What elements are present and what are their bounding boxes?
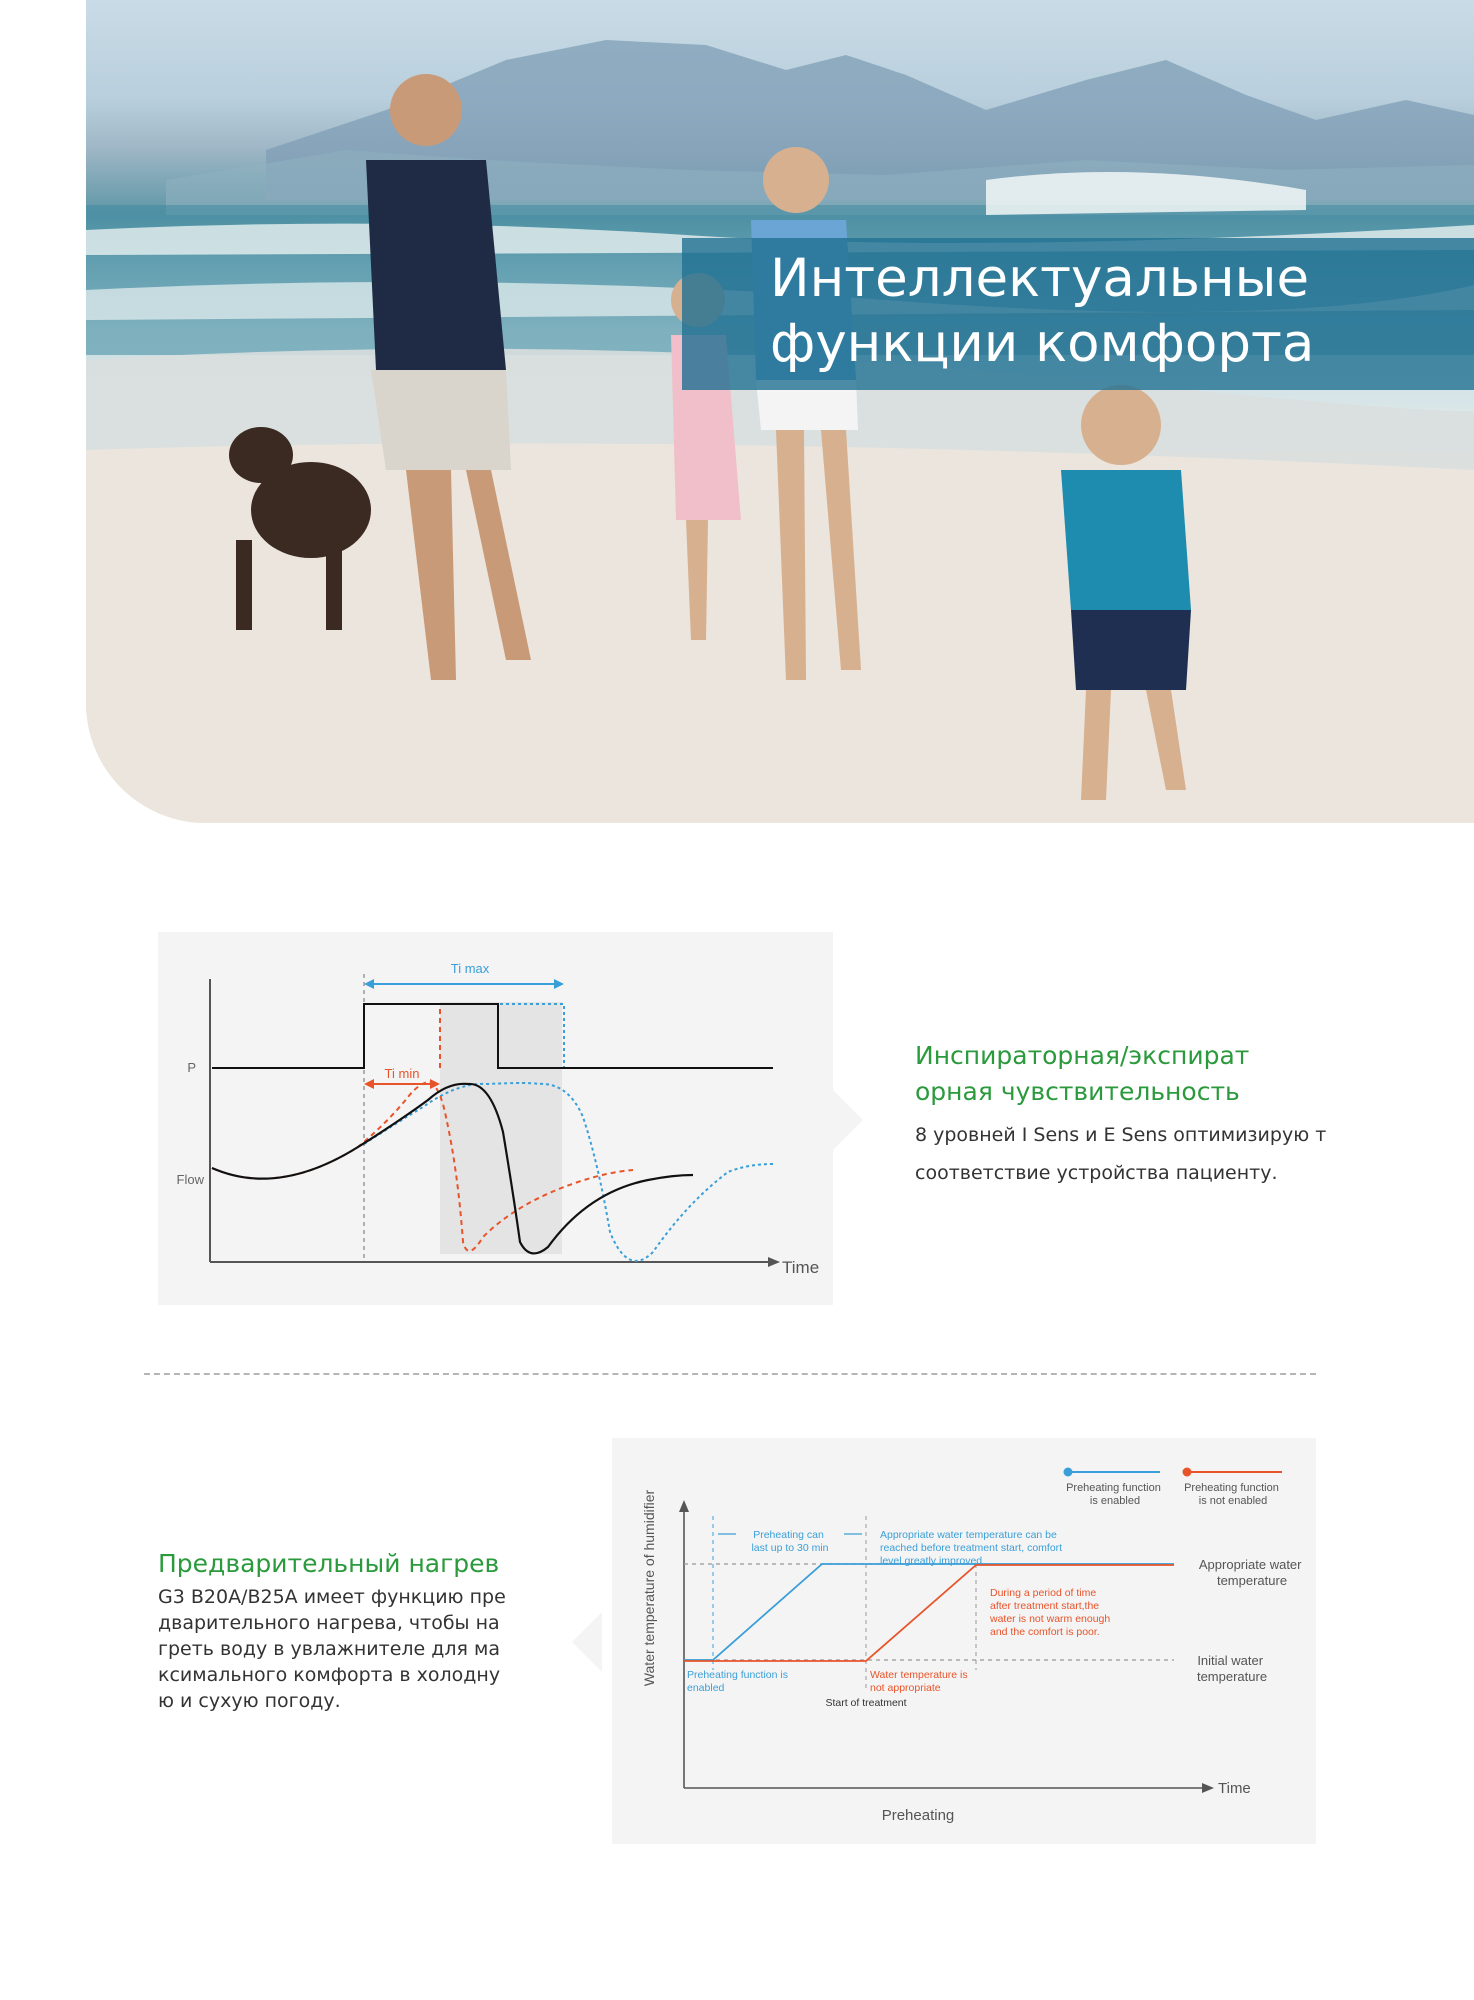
annotation-comfort-poor: During a period of time after treatment start,the water is not warm enough and the comfort is poor. [990,1587,1111,1638]
legend-dot-not-enabled [1183,1468,1192,1477]
annotation-line: after treatment start,the [990,1600,1100,1612]
hero-title [770,246,1314,376]
ti-max-arrowhead-right [554,979,564,989]
legend-enabled-label: Preheating function [1066,1482,1161,1494]
appropriate-level-label: Appropriate water temperature [1198,1557,1302,1588]
preheat-body: G3 B20A/B25A имеет функцию пре дварительного нагрева, чтобы на греть воду в увлажнителе для ма ксимального комфорта в холодну ю и сухую погоду. [158,1586,506,1712]
hero-title-band [682,238,1474,390]
y-axis-label: Water temperature of humidifier [641,1489,657,1687]
preheat-chart [612,1438,1316,1844]
annotation-line: last up to 30 min [751,1542,829,1554]
time-axis-label: Time [782,1258,820,1277]
preheat-heading: Предварительный нагрев [158,1549,500,1578]
annotation-temp-not-appropriate: Water temperature is not appropriate [870,1669,968,1694]
annotation-line: level greatly improved [880,1555,983,1567]
legend-text-not-enabled [1184,1482,1282,1507]
initial-level-label: Initial water temperature [1196,1653,1268,1684]
annotation-preheat-duration: Preheating can last up to 30 min [751,1529,829,1554]
annotation-line: reached before treatment start, comfort [880,1542,1063,1554]
level-label-line: temperature [1216,1573,1288,1588]
legend-dot-enabled [1064,1468,1073,1477]
annotation-function-enabled: Preheating function is enabled [687,1669,788,1694]
annotation-line: water is not warm enough [990,1613,1111,1625]
flow-trace-ti-min [212,1082,633,1251]
flow-trace-ti-max [364,1083,773,1261]
series-preheating-enabled [684,1564,1174,1660]
annotation-line: is not enabled [1198,1495,1268,1507]
annotation-line: is enabled [1089,1495,1141,1507]
ti-max-arrowhead-left [364,979,374,989]
x-axis-arrow [768,1257,780,1267]
preheat-chart-panel [612,1438,1316,1844]
preheat-panel-pointer [572,1612,602,1672]
level-label-line: temperature [1196,1669,1268,1684]
y-axis-arrow [679,1500,689,1512]
hero-title-line-1: Интеллектуальные [770,248,1310,309]
sensitivity-panel-pointer [833,1090,863,1150]
annotation-line: and the comfort is poor. [990,1626,1100,1638]
section-divider [144,1373,1316,1375]
annotation-temp-reached: Appropriate water temperature can be reached before treatment start, comfort level greatly improved [880,1529,1063,1567]
hero-photo [86,0,1474,823]
ti-min-arrowhead-left [364,1079,374,1089]
beach-scene-illustration [86,0,1474,823]
annotation-line: not appropriate [870,1682,941,1694]
annotation-start-of-treatment: Start of treatment [825,1697,907,1709]
ti-max-label: Ti max [450,961,490,976]
annotation-line: enabled [687,1682,725,1694]
ti-min-label: Ti min [384,1066,420,1081]
legend-text-enabled [1066,1482,1164,1507]
x-axis-label: Time [1218,1780,1251,1797]
hero-title-line-2: функции комфорта [770,313,1315,374]
legend-not-enabled-label: Preheating function [1184,1482,1279,1494]
sensitivity-chart [158,932,833,1305]
flow-row-label: Flow [176,1172,204,1187]
sensitivity-chart-panel [158,932,833,1305]
x-axis-arrow [1202,1783,1214,1793]
p-row-label: P [187,1060,196,1075]
phase-label: Preheating [881,1807,955,1824]
sensitivity-body: 8 уровней I Sens и E Sens оптимизирую т соответствие устройства пациенту. [915,1124,1327,1184]
sensitivity-heading: Инспираторная/экспират орная чувствительность [915,1041,1250,1106]
